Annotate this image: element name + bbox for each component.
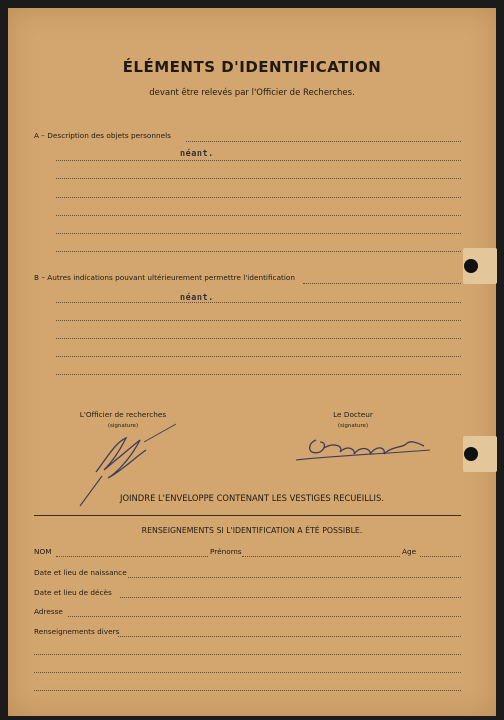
form-subtitle: devant être relevés par l'Officier de Recherches. bbox=[149, 88, 355, 98]
envelope-note: JOINDRE L'ENVELOPPE CONTENANT LES VESTIGES RECUEILLIS. bbox=[120, 493, 384, 503]
misc-line-4 bbox=[34, 690, 461, 691]
birth-label: Date et lieu de naissance bbox=[34, 568, 127, 577]
section-a-line-2 bbox=[56, 160, 461, 161]
doctor-title: Le Docteur bbox=[333, 410, 373, 419]
officer-title: L'Officier de recherches bbox=[79, 410, 167, 419]
misc-line-2 bbox=[34, 654, 461, 655]
section-b-line-6 bbox=[56, 374, 461, 375]
punch-hole-bottom bbox=[464, 447, 478, 461]
misc-line-3 bbox=[34, 672, 461, 673]
address-label: Adresse bbox=[34, 607, 63, 616]
section-b-line-2 bbox=[56, 302, 461, 303]
section-a-line-6 bbox=[56, 233, 461, 234]
section-b-line-1 bbox=[303, 283, 461, 284]
punch-hole-top bbox=[464, 259, 478, 273]
doctor-signature bbox=[290, 426, 440, 466]
section-a-line-3 bbox=[56, 178, 461, 179]
identification-heading: RENSEIGNEMENTS SI L'IDENTIFICATION A ÉTÉ POSSIBLE. bbox=[141, 526, 363, 535]
section-b-line-4 bbox=[56, 338, 461, 339]
death-label: Date et lieu de décès bbox=[34, 588, 112, 597]
misc-line-1 bbox=[118, 636, 461, 637]
age-line bbox=[420, 556, 461, 557]
address-line bbox=[68, 616, 461, 617]
section-a-line-5 bbox=[56, 215, 461, 216]
age-label: Age bbox=[402, 547, 417, 556]
prenoms-line bbox=[242, 556, 400, 557]
section-a-typed-value: néant. bbox=[180, 149, 214, 159]
nom-label: NOM bbox=[34, 547, 52, 556]
birth-line bbox=[128, 577, 461, 578]
section-a-line-7 bbox=[56, 251, 461, 252]
section-a-line-1 bbox=[186, 141, 461, 142]
section-a-line-4 bbox=[56, 197, 461, 198]
section-a-label: A – Description des objets personnels bbox=[34, 131, 171, 140]
officer-signature-note: (signature) bbox=[107, 423, 139, 429]
section-b-line-3 bbox=[56, 320, 461, 321]
section-b-typed-value: néant. bbox=[180, 293, 214, 303]
nom-line bbox=[56, 556, 208, 557]
form-sheet bbox=[8, 8, 496, 716]
section-b-label: B – Autres indications pouvant ultérieurement permettre l'identification bbox=[34, 273, 296, 282]
section-b-line-5 bbox=[56, 356, 461, 357]
doctor-signature-note: (signature) bbox=[337, 423, 369, 429]
death-line bbox=[120, 597, 461, 598]
prenoms-label: Prénoms bbox=[210, 547, 242, 556]
form-title: ÉLÉMENTS D'IDENTIFICATION bbox=[122, 58, 382, 76]
misc-label: Renseignements divers bbox=[34, 627, 120, 636]
section-divider bbox=[34, 515, 461, 516]
